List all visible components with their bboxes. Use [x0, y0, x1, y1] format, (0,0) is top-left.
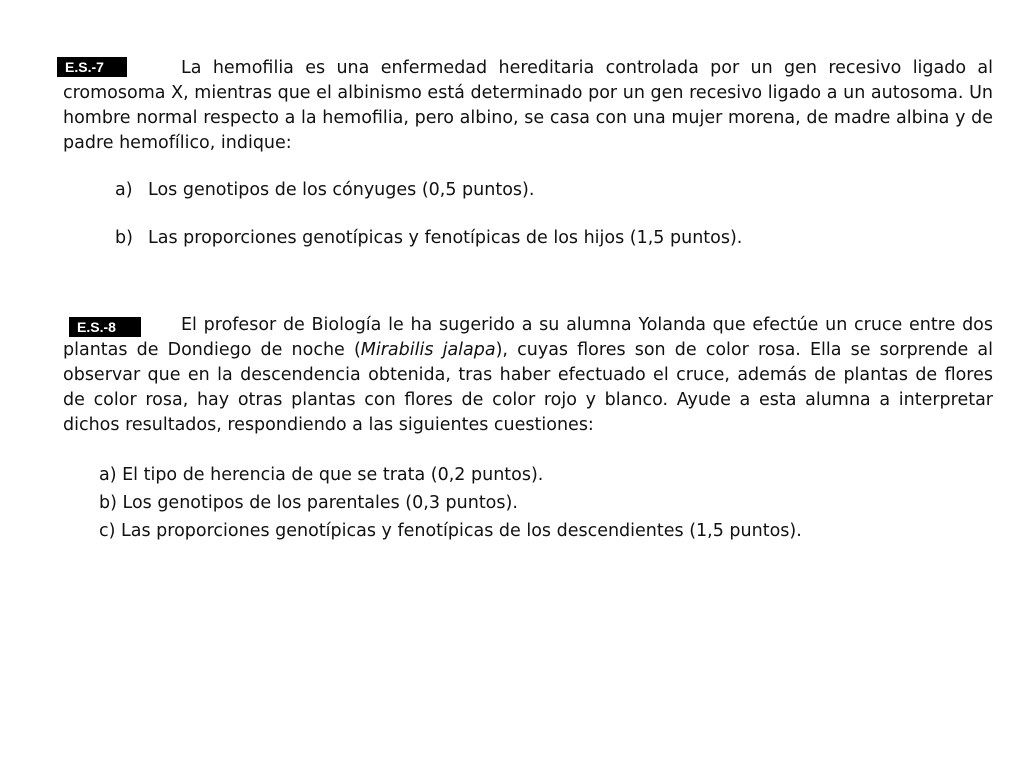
question-label: b) — [115, 228, 133, 248]
exercise-7-question-a — [115, 178, 534, 203]
exercise-7-badge: E.S.-7 — [57, 57, 127, 77]
exercise-8-statement: El profesor de Biología le ha sugerido a su alumna Yolanda que efectúe un cruce entre dos plantas de Dondiego de noche (Mirabilis jalapa), cuyas flores son de color rosa. Ella se sorprende al observar que en la descendencia obtenida, tras haber efectuado el cruce, además de plantas de flores de color rosa, hay otras plantas con flores de color rojo y blanco. Ayude a esta alumna a interpretar dichos resultados, respondiendo a las siguientes cuestiones: — [63, 315, 993, 435]
species-name: Mirabilis jalapa — [360, 340, 496, 360]
question-text: Las proporciones genotípicas y fenotípicas de los hijos (1,5 puntos). — [148, 228, 743, 248]
exercise-8-question-b: b) Los genotipos de los parentales (0,3 puntos). — [99, 493, 518, 513]
exercise-7-question-b — [115, 226, 742, 251]
question-text: Los genotipos de los cónyuges (0,5 puntos). — [148, 180, 535, 200]
exercise-7-statement: La hemofilia es una enfermedad hereditaria controlada por un gen recesivo ligado al cromosoma X, mientras que el albinismo está determinado por un gen recesivo ligado a un autosoma. Un hombre normal respecto a la hemofilia, pero albino, se casa con una mujer morena, de madre albina y de padre hemofílico, indique: — [63, 58, 993, 153]
exercise-8-badge: E.S.-8 — [69, 317, 141, 337]
exercise-8-question-c: c) Las proporciones genotípicas y fenotípicas de los descendientes (1,5 puntos). — [99, 521, 802, 541]
exercise-8-question-a: a) El tipo de herencia de que se trata (0,2 puntos). — [99, 465, 544, 485]
question-label: a) — [115, 180, 133, 200]
